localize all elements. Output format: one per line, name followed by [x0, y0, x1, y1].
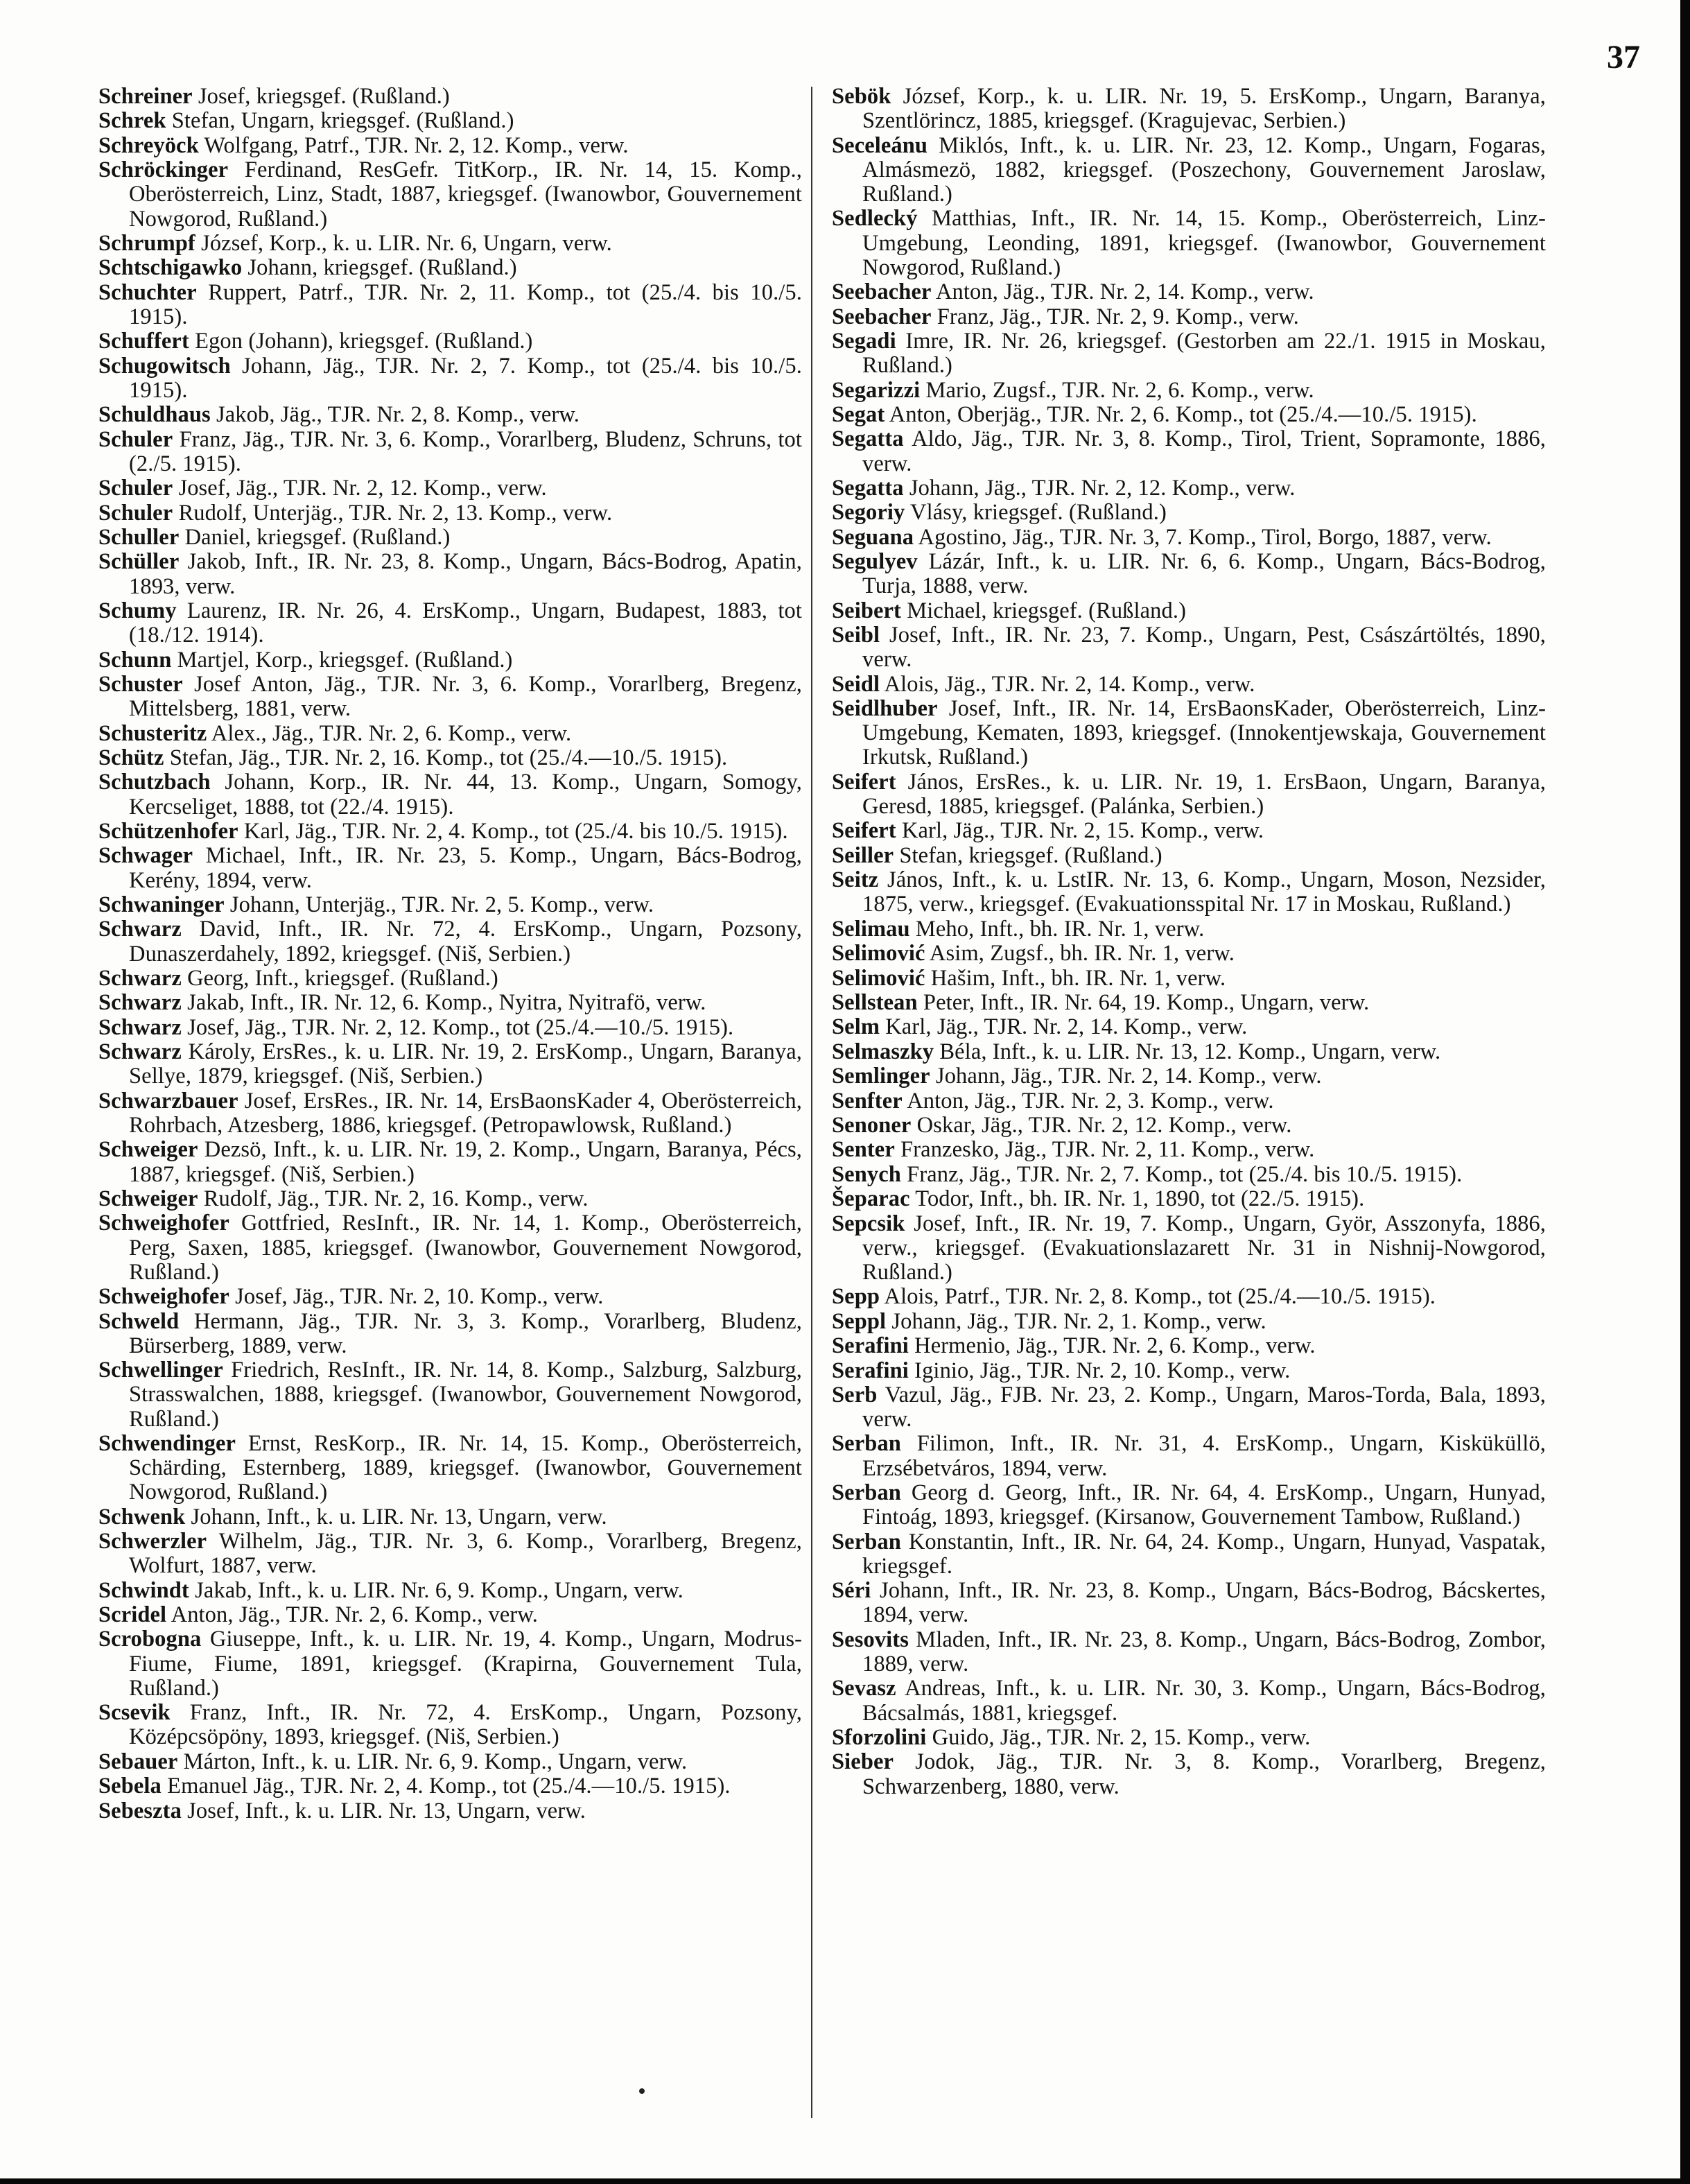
entry-details: Márton, Inft., k. u. LIR. Nr. 6, 9. Komp., Ungarn, verw.	[177, 1749, 688, 1774]
entry-surname: Seitz	[832, 867, 879, 893]
entry-surname: Sebauer	[98, 1749, 178, 1774]
list-entry	[98, 1211, 802, 1285]
entry-details: Lázár, Inft., k. u. LIR. Nr. 6, 6. Komp., Ungarn, Bács-Bodrog, Turja, 1888, verw.	[862, 549, 1546, 599]
entry-details: Vlásy, kriegsgef. (Rußland.)	[905, 500, 1167, 526]
entry-surname: Schrek	[98, 108, 166, 134]
entry-details: Asim, Zugsf., bh. IR. Nr. 1, verw.	[925, 941, 1235, 967]
entry-details: Andreas, Inft., k. u. LIR. Nr. 30, 3. Komp., Ungarn, Bács-Bodrog, Bácsalmás, 1881, kriegsgef.	[862, 1676, 1546, 1726]
list-entry	[832, 1334, 1546, 1358]
entry-details: Anton, Jäg., TJR. Nr. 2, 6. Komp., verw.	[166, 1602, 539, 1628]
list-entry	[98, 917, 802, 966]
list-entry	[832, 1530, 1546, 1579]
list-entry	[832, 1285, 1546, 1309]
entry-surname: Seifert	[832, 769, 896, 795]
list-entry	[98, 329, 802, 354]
entry-details: Karl, Jäg., TJR. Nr. 2, 4. Komp., tot (25./4. bis 10./5. 1915).	[238, 819, 788, 844]
entry-details: Johann, Unterjäg., TJR. Nr. 2, 5. Komp., verw.	[224, 892, 654, 918]
list-entry	[98, 1627, 802, 1701]
entry-surname: Schrumpf	[98, 230, 195, 256]
list-entry	[832, 673, 1546, 697]
entry-details: Josef Anton, Jäg., TJR. Nr. 3, 6. Komp., Vorarlberg, Bregenz, Mittelsberg, 1881, verw.	[129, 672, 802, 722]
entry-details: Vazul, Jäg., FJB. Nr. 23, 2. Komp., Ungarn, Maros-Torda, Bala, 1893, verw.	[862, 1382, 1546, 1432]
list-entry	[98, 550, 802, 598]
list-entry	[98, 85, 802, 109]
entry-details: Mario, Zugsf., TJR. Nr. 2, 6. Komp., verw.	[920, 377, 1314, 403]
entry-surname: Sebök	[832, 84, 891, 109]
entry-surname: Schwerzler	[98, 1529, 207, 1554]
entry-details: Aldo, Jäg., TJR. Nr. 3, 8. Komp., Tirol, Trient, Sopramonte, 1886, verw.	[862, 426, 1546, 476]
list-entry	[98, 158, 802, 232]
list-entry	[98, 1701, 802, 1749]
entry-surname: Scrobogna	[98, 1627, 202, 1652]
entry-details: Johann, Jäg., TJR. Nr. 2, 12. Komp., verw.	[903, 475, 1296, 501]
entry-details: Ruppert, Patrf., TJR. Nr. 2, 11. Komp., tot (25./4. bis 10./5. 1915).	[129, 279, 802, 329]
entry-details: Josef, Jäg., TJR. Nr. 2, 10. Komp., verw.	[229, 1284, 604, 1310]
list-entry	[98, 526, 802, 550]
entry-surname: Seidlhuber	[832, 696, 938, 722]
list-entry	[98, 428, 802, 476]
entry-details: Stefan, kriegsgef. (Rußland.)	[894, 842, 1162, 868]
entry-details: Oskar, Jäg., TJR. Nr. 2, 12. Komp., verw.	[911, 1112, 1292, 1138]
entry-details: Alois, Patrf., TJR. Nr. 2, 8. Komp., tot (25./4.—10./5. 1915).	[880, 1284, 1436, 1310]
entry-surname: Seiller	[832, 842, 894, 868]
list-entry	[98, 770, 802, 819]
entry-surname: Sebeszta	[98, 1798, 182, 1823]
list-entry	[98, 109, 802, 133]
entry-surname: Serb	[832, 1382, 878, 1407]
entry-surname: Schutzbach	[98, 770, 211, 795]
entry-surname: Schreiner	[98, 84, 193, 109]
entry-surname: Schwellinger	[98, 1358, 223, 1383]
entry-surname: Schwarz	[98, 917, 182, 942]
entry-details: Gottfried, ResInft., IR. Nr. 14, 1. Komp., Oberösterreich, Perg, Saxen, 1885, kriegsgef. (Iwanowbor, Gouvernement Nowgorod, Rußland.)	[129, 1211, 802, 1285]
list-entry	[98, 1529, 802, 1578]
list-entry	[832, 1628, 1546, 1676]
entry-surname: Schuster	[98, 672, 183, 697]
list-entry	[832, 1579, 1546, 1627]
entry-surname: Selmaszky	[832, 1039, 934, 1064]
entry-surname: Schützenhofer	[98, 819, 238, 844]
list-entry	[98, 844, 802, 892]
entry-details: Josef, Inft., IR. Nr. 23, 7. Komp., Ungarn, Pest, Császártöltés, 1890, verw.	[862, 623, 1546, 673]
list-entry	[832, 1089, 1546, 1113]
list-entry	[98, 1774, 802, 1799]
list-entry	[832, 1187, 1546, 1211]
entry-details: Wolfgang, Patrf., TJR. Nr. 2, 12. Komp., verw.	[198, 132, 629, 158]
list-entry	[832, 329, 1546, 378]
entry-surname: Seebacher	[832, 279, 932, 305]
list-entry	[832, 1163, 1546, 1187]
entry-details: János, ErsRes., k. u. LIR. Nr. 19, 1. ErsBaon, Ungarn, Baranya, Geresd, 1885, kriegsgef. (Palánka, Serbien.)	[862, 769, 1546, 820]
entry-details: Konstantin, Inft., IR. Nr. 64, 24. Komp., Ungarn, Hunyad, Vaspatak, kriegsgef.	[862, 1529, 1546, 1579]
entry-details: Károly, ErsRes., k. u. LIR. Nr. 19, 2. ErsKomp., Ungarn, Baranya, Sellye, 1879, kriegsgef. (Niš, Serbien.)	[129, 1039, 802, 1089]
entry-surname: Schwarz	[98, 1039, 182, 1065]
entry-details: Hermenio, Jäg., TJR. Nr. 2, 6. Komp., verw.	[908, 1333, 1316, 1359]
entry-details: János, Inft., k. u. LstIR. Nr. 13, 6. Komp., Ungarn, Moson, Nezsider, 1875, verw., kriegsgef. (Evakuationsspital Nr. 17 in Moskau, Rußland.)	[862, 867, 1546, 917]
entry-surname: Scsevik	[98, 1700, 171, 1726]
entry-details: Franz, Jäg., TJR. Nr. 2, 9. Komp., verw.	[931, 304, 1299, 329]
entry-details: Giuseppe, Inft., k. u. LIR. Nr. 19, 4. Komp., Ungarn, Modrus-Fiume, Fiume, 1891, kriegsgef. (Krapirna, Gouvernement Tula, Rußland.)	[129, 1627, 802, 1701]
entry-details: Wilhelm, Jäg., TJR. Nr. 3, 6. Komp., Vorarlberg, Bregenz, Wolfurt, 1887, verw.	[129, 1529, 802, 1579]
list-entry	[98, 1579, 802, 1603]
entry-details: Karl, Jäg., TJR. Nr. 2, 14. Komp., verw.	[880, 1014, 1248, 1040]
entry-details: Martjel, Korp., kriegsgef. (Rußland.)	[171, 647, 513, 673]
entry-surname: Šeparac	[832, 1186, 910, 1212]
list-entry	[832, 1040, 1546, 1064]
entry-details: Peter, Inft., IR. Nr. 64, 19. Komp., Ungarn, verw.	[917, 990, 1370, 1016]
entry-surname: Sebela	[98, 1774, 162, 1799]
entry-details: Johann, Jäg., TJR. Nr. 2, 14. Komp., verw.	[930, 1064, 1322, 1089]
entry-details: Friedrich, ResInft., IR. Nr. 14, 8. Komp., Salzburg, Salzburg, Strasswalchen, 1888, kriegsgef. (Iwanowbor, Gouvernement Nowgorod, Rußland.)	[129, 1358, 802, 1432]
entry-details: Josef, Jäg., TJR. Nr. 2, 12. Komp., tot (25./4.—10./5. 1915).	[181, 1014, 734, 1040]
entry-details: Michael, Inft., IR. Nr. 23, 5. Komp., Ungarn, Bács-Bodrog, Kerény, 1894, verw.	[129, 843, 802, 893]
list-entry	[832, 1676, 1546, 1725]
entry-details: József, Korp., k. u. LIR. Nr. 6, Ungarn, verw.	[195, 230, 612, 256]
left-column	[98, 85, 802, 1823]
entry-details: Stefan, Jäg., TJR. Nr. 2, 16. Komp., tot (25./4.—10./5. 1915).	[164, 745, 728, 771]
list-entry	[832, 134, 1546, 207]
list-entry	[832, 501, 1546, 525]
entry-details: Hermann, Jäg., TJR. Nr. 3, 3. Komp., Vorarlberg, Bludenz, Bürserberg, 1889, verw.	[129, 1308, 802, 1358]
entry-details: Matthias, Inft., IR. Nr. 14, 15. Komp., Oberösterreich, Linz-Umgebung, Leonding, 1891, kriegsgef. (Iwanowbor, Gouvernement Nowgorod, Rußland.)	[862, 206, 1546, 280]
entry-surname: Selimau	[832, 916, 910, 942]
entry-surname: Schuffert	[98, 329, 189, 354]
list-entry	[98, 256, 802, 280]
right-column	[832, 85, 1546, 1799]
entry-surname: Schweighofer	[98, 1284, 229, 1310]
entry-details: Dezsö, Inft., k. u. LIR. Nr. 19, 2. Komp., Ungarn, Baranya, Pécs, 1887, kriegsgef. (Niš, Serbien.)	[129, 1137, 802, 1187]
list-entry	[832, 550, 1546, 598]
entry-surname: Seppl	[832, 1308, 887, 1334]
entry-details: Mladen, Inft., IR. Nr. 23, 8. Komp., Ungarn, Bács-Bodrog, Zombor, 1889, verw.	[862, 1627, 1546, 1677]
entry-surname: Schuchter	[98, 279, 197, 305]
entry-surname: Schunn	[98, 647, 172, 673]
entry-surname: Serban	[832, 1431, 901, 1457]
list-entry	[832, 1359, 1546, 1383]
list-entry	[98, 403, 802, 427]
list-entry	[832, 770, 1546, 819]
entry-surname: Segadi	[832, 328, 896, 354]
entry-details: Stefan, Ungarn, kriegsgef. (Rußland.)	[166, 108, 514, 134]
entry-surname: Senoner	[832, 1112, 912, 1138]
entry-details: Alex., Jäg., TJR. Nr. 2, 6. Komp., verw.	[207, 720, 572, 746]
list-entry	[832, 1138, 1546, 1162]
entry-details: Johann, Inft., k. u. LIR. Nr. 13, Ungarn, verw.	[185, 1504, 607, 1529]
entry-surname: Schuller	[98, 525, 180, 551]
list-entry	[98, 1138, 802, 1186]
entry-surname: Selimović	[832, 965, 925, 991]
entry-details: Jakob, Jäg., TJR. Nr. 2, 8. Komp., verw.	[210, 402, 580, 428]
entry-surname: Schwarz	[98, 966, 182, 991]
list-entry	[832, 967, 1546, 991]
entry-surname: Serban	[832, 1529, 901, 1554]
entry-details: Karl, Jäg., TJR. Nr. 2, 15. Komp., verw.	[896, 818, 1264, 844]
entry-details: Béla, Inft., k. u. LIR. Nr. 13, 12. Komp., Ungarn, verw.	[934, 1039, 1441, 1064]
entry-details: Miklós, Inft., k. u. LIR. Nr. 23, 12. Komp., Ungarn, Fogaras, Almásmezö, 1882, kriegsgef. (Poszechony, Gouvernement Jaroslaw, Rußland.)	[862, 132, 1546, 207]
entry-surname: Schüller	[98, 549, 180, 575]
entry-surname: Sepp	[832, 1284, 880, 1310]
entry-details: Egon (Johann), kriegsgef. (Rußland.)	[189, 329, 533, 354]
entry-details: Georg, Inft., kriegsgef. (Rußland.)	[181, 966, 498, 991]
entry-details: Emanuel Jäg., TJR. Nr. 2, 4. Komp., tot (25./4.—10./5. 1915).	[161, 1774, 731, 1799]
entry-surname: Seifert	[832, 818, 896, 844]
entry-surname: Seceleánu	[832, 132, 928, 158]
list-entry	[98, 648, 802, 673]
entry-surname: Schuler	[98, 500, 173, 526]
entry-details: Imre, IR. Nr. 26, kriegsgef. (Gestorben am 22./1. 1915 in Moskau, Rußland.)	[862, 328, 1546, 379]
entry-details: Anton, Oberjäg., TJR. Nr. 2, 6. Komp., tot (25./4.—10./5. 1915).	[885, 401, 1477, 427]
entry-details: Rudolf, Jäg., TJR. Nr. 2, 16. Komp., verw.	[198, 1186, 589, 1211]
entry-details: Iginio, Jäg., TJR. Nr. 2, 10. Komp., verw.	[908, 1358, 1291, 1383]
entry-surname: Selimović	[832, 941, 925, 967]
entry-details: Filimon, Inft., IR. Nr. 31, 4. ErsKomp., Ungarn, Kisküküllö, Erzsébetváros, 1894, verw.	[862, 1431, 1546, 1481]
list-entry	[98, 1603, 802, 1627]
list-entry	[832, 1726, 1546, 1750]
entry-surname: Serafini	[832, 1333, 909, 1359]
list-entry	[98, 1040, 802, 1089]
list-entry	[832, 427, 1546, 476]
entry-details: Josef, Inft., IR. Nr. 19, 7. Komp., Ungarn, Györ, Asszonyfa, 1886, verw., kriegsgef. (Evakuationslazarett Nr. 31 in Nishnij-Nowgorod, Rußland.)	[862, 1211, 1546, 1285]
list-entry	[98, 673, 802, 721]
entry-details: Rudolf, Unterjäg., TJR. Nr. 2, 13. Komp., verw.	[173, 500, 613, 526]
entry-surname: Schuldhaus	[98, 402, 211, 428]
entry-surname: Sforzolini	[832, 1725, 927, 1751]
entry-details: Josef, kriegsgef. (Rußland.)	[192, 84, 450, 109]
list-entry	[832, 305, 1546, 329]
list-entry	[98, 1505, 802, 1529]
entry-details: Jodok, Jäg., TJR. Nr. 3, 8. Komp., Vorarlberg, Bregenz, Schwarzenberg, 1880, verw.	[862, 1749, 1546, 1799]
entry-surname: Segoriy	[832, 500, 905, 526]
list-entry	[832, 476, 1546, 501]
list-entry	[98, 476, 802, 501]
list-entry	[832, 280, 1546, 304]
entry-surname: Seguana	[832, 524, 914, 550]
entry-details: Meho, Inft., bh. IR. Nr. 1, verw.	[909, 916, 1205, 942]
entry-surname: Segatta	[832, 426, 904, 452]
entry-surname: Serban	[832, 1480, 901, 1506]
entry-surname: Schusteritz	[98, 720, 207, 746]
list-entry	[98, 1187, 802, 1211]
entry-details: Todor, Inft., bh. IR. Nr. 1, 1890, tot (22./5. 1915).	[909, 1186, 1365, 1212]
entry-details: Johann, Jäg., TJR. Nr. 2, 1. Komp., verw.	[886, 1308, 1266, 1334]
list-entry	[832, 1212, 1546, 1285]
entry-surname: Schuler	[98, 426, 173, 452]
entry-details: Daniel, kriegsgef. (Rußland.)	[179, 525, 451, 551]
entry-surname: Sepcsik	[832, 1211, 905, 1236]
entry-details: Josef, Jäg., TJR. Nr. 2, 12. Komp., verw.	[173, 476, 547, 501]
entry-surname: Schugowitsch	[98, 353, 231, 379]
entry-details: Laurenz, IR. Nr. 26, 4. ErsKomp., Ungarn, Budapest, 1883, tot (18./12. 1914).	[129, 598, 802, 648]
entry-surname: Schweiger	[98, 1186, 198, 1211]
entry-details: Guido, Jäg., TJR. Nr. 2, 15. Komp., verw.	[926, 1725, 1311, 1751]
list-entry	[832, 868, 1546, 917]
entry-details: Johann, Korp., IR. Nr. 44, 13. Komp., Ungarn, Somogy, Kercseliget, 1888, tot (22./4. 1915).	[129, 770, 802, 820]
list-entry	[98, 134, 802, 158]
entry-surname: Schuler	[98, 476, 173, 501]
entry-details: Anton, Jäg., TJR. Nr. 2, 14. Komp., verw.	[931, 279, 1314, 305]
list-entry	[832, 403, 1546, 427]
list-entry	[98, 1310, 802, 1358]
entry-surname: Schweiger	[98, 1137, 198, 1163]
entry-details: Franz, Jäg., TJR. Nr. 2, 7. Komp., tot (25./4. bis 10./5. 1915).	[900, 1161, 1463, 1187]
page-number: 37	[1607, 39, 1640, 76]
list-entry	[832, 1064, 1546, 1089]
list-entry	[98, 967, 802, 991]
list-entry	[98, 232, 802, 256]
entry-surname: Seibl	[832, 623, 880, 648]
list-entry	[832, 697, 1546, 770]
list-entry	[98, 281, 802, 329]
entry-details: Franz, Inft., IR. Nr. 72, 4. ErsKomp., Ungarn, Pozsony, Középcsöpöny, 1893, kriegsgef. (Niš, Serbien.)	[129, 1700, 802, 1750]
entry-surname: Semlinger	[832, 1064, 930, 1089]
entry-surname: Schweighofer	[98, 1211, 229, 1236]
column-divider	[811, 87, 812, 2118]
entry-surname: Seidl	[832, 671, 880, 697]
entry-surname: Schütz	[98, 745, 164, 771]
entry-surname: Sellstean	[832, 990, 918, 1016]
entry-details: Franz, Jäg., TJR. Nr. 3, 6. Komp., Vorarlberg, Bludenz, Schruns, tot (2./5. 1915).	[129, 426, 802, 476]
list-entry	[98, 354, 802, 403]
list-entry	[832, 207, 1546, 280]
list-entry	[98, 501, 802, 526]
list-entry	[832, 819, 1546, 843]
entry-surname: Sesovits	[832, 1627, 909, 1652]
list-entry	[832, 942, 1546, 966]
entry-details: Johann, Jäg., TJR. Nr. 2, 7. Komp., tot (25./4. bis 10./5. 1915).	[129, 353, 802, 403]
entry-details: Johann, Inft., IR. Nr. 23, 8. Komp., Ungarn, Bács-Bodrog, Bácskertes, 1894, verw.	[862, 1578, 1546, 1628]
entry-surname: Seibert	[832, 598, 901, 623]
printer-mark	[639, 2088, 645, 2094]
list-entry	[98, 722, 802, 746]
entry-details: Josef, Inft., k. u. LIR. Nr. 13, Ungarn, verw.	[181, 1798, 586, 1823]
entry-details: Ernst, ResKorp., IR. Nr. 14, 15. Komp., Oberösterreich, Schärding, Esternberg, 1889, kriegsgef. (Iwanowbor, Gouvernement Nowgorod, Rußland.)	[129, 1430, 802, 1505]
list-entry	[832, 526, 1546, 550]
entry-surname: Schwendinger	[98, 1430, 236, 1456]
entry-details: Alois, Jäg., TJR. Nr. 2, 14. Komp., verw.	[880, 671, 1255, 697]
entry-surname: Serafini	[832, 1358, 909, 1383]
entry-details: Jakab, Inft., k. u. LIR. Nr. 6, 9. Komp., Ungarn, verw.	[189, 1577, 683, 1603]
entry-surname: Scridel	[98, 1602, 167, 1628]
entry-details: Hašim, Inft., bh. IR. Nr. 1, verw.	[925, 965, 1226, 991]
entry-details: Franzesko, Jäg., TJR. Nr. 2, 11. Komp., verw.	[894, 1137, 1315, 1163]
entry-details: Jakab, Inft., IR. Nr. 12, 6. Komp., Nyitra, Nyitrafö, verw.	[181, 990, 706, 1016]
entry-surname: Schwager	[98, 843, 193, 869]
entry-surname: Schumy	[98, 598, 177, 624]
entry-details: Michael, kriegsgef. (Rußland.)	[900, 598, 1187, 623]
entry-details: Agostino, Jäg., TJR. Nr. 3, 7. Komp., Tirol, Borgo, 1887, verw.	[914, 524, 1492, 550]
entry-surname: Schwaninger	[98, 892, 225, 918]
entry-surname: Schwarzbauer	[98, 1088, 238, 1113]
entry-surname: Seebacher	[832, 304, 932, 329]
list-entry	[98, 1358, 802, 1432]
list-entry	[98, 1285, 802, 1309]
entry-surname: Segat	[832, 401, 885, 427]
list-entry	[832, 85, 1546, 133]
entry-surname: Senfter	[832, 1088, 903, 1113]
entry-details: Josef, Inft., IR. Nr. 14, ErsBaonsKader, Oberösterreich, Linz-Umgebung, Kematen, 1893, kriegsgef. (Innokentjewskaja, Gouvernement Irkutsk, Rußland.)	[862, 696, 1546, 770]
entry-surname: Schröckinger	[98, 157, 229, 183]
entry-surname: Schtschigawko	[98, 255, 243, 281]
entry-surname: Segulyev	[832, 549, 918, 575]
entry-details: Anton, Jäg., TJR. Nr. 2, 3. Komp., verw.	[902, 1088, 1274, 1113]
entry-surname: Schwindt	[98, 1577, 189, 1603]
entry-details: Jakob, Inft., IR. Nr. 23, 8. Komp., Ungarn, Bács-Bodrog, Apatin, 1893, verw.	[129, 549, 802, 599]
entry-surname: Sevasz	[832, 1676, 896, 1701]
entry-details: Johann, kriegsgef. (Rußland.)	[242, 255, 517, 281]
list-entry	[832, 1310, 1546, 1334]
entry-details: David, Inft., IR. Nr. 72, 4. ErsKomp., Ungarn, Pozsony, Dunaszerdahely, 1892, kriegsgef. (Niš, Serbien.)	[129, 917, 802, 967]
list-entry	[832, 379, 1546, 403]
list-entry	[98, 599, 802, 648]
list-entry	[98, 1750, 802, 1774]
list-entry	[832, 1481, 1546, 1529]
list-entry	[832, 1015, 1546, 1039]
list-entry	[98, 991, 802, 1015]
list-entry	[98, 1799, 802, 1823]
entry-details: József, Korp., k. u. LIR. Nr. 19, 5. ErsKomp., Ungarn, Baranya, Szentlörincz, 1885, kriegsgef. (Kragujevac, Serbien.)	[862, 84, 1546, 134]
list-entry	[832, 991, 1546, 1015]
entry-surname: Schwarz	[98, 1014, 182, 1040]
list-entry	[832, 1750, 1546, 1799]
list-entry	[98, 1432, 802, 1505]
list-entry	[98, 893, 802, 917]
entry-details: Josef, ErsRes., IR. Nr. 14, ErsBaonsKader 4, Oberösterreich, Rohrbach, Atzesberg, 1886, kriegsgef. (Petropawlowsk, Rußland.)	[129, 1088, 802, 1138]
entry-details: Ferdinand, ResGefr. TitKorp., IR. Nr. 14, 15. Komp., Oberösterreich, Linz, Stadt, 1887, kriegsgef. (Iwanowbor, Gouvernement Nowgorod, Rußland.)	[129, 157, 802, 232]
list-entry	[98, 820, 802, 844]
entry-surname: Segatta	[832, 475, 904, 501]
list-entry	[832, 917, 1546, 942]
entry-surname: Sieber	[832, 1749, 894, 1775]
list-entry	[98, 1016, 802, 1040]
entry-surname: Selm	[832, 1014, 880, 1040]
list-entry	[832, 1432, 1546, 1480]
list-entry	[98, 746, 802, 770]
entry-details: Georg d. Georg, Inft., IR. Nr. 64, 4. ErsKomp., Ungarn, Hunyad, Fintoág, 1893, kriegsgef. (Kirsanow, Gouvernement Tambow, Rußland.)	[862, 1480, 1546, 1530]
list-entry	[98, 1089, 802, 1138]
list-entry	[832, 623, 1546, 672]
list-entry	[832, 1113, 1546, 1138]
list-entry	[832, 599, 1546, 623]
entry-surname: Schweld	[98, 1308, 180, 1334]
entry-surname: Senter	[832, 1137, 895, 1163]
entry-surname: Schwenk	[98, 1504, 186, 1529]
list-entry	[832, 1383, 1546, 1432]
entry-surname: Séri	[832, 1578, 871, 1604]
entry-surname: Sedlecký	[832, 206, 918, 232]
entry-surname: Schwarz	[98, 990, 182, 1016]
entry-surname: Schreyöck	[98, 132, 199, 158]
list-entry	[832, 844, 1546, 868]
entry-surname: Segarizzi	[832, 377, 921, 403]
entry-surname: Senych	[832, 1161, 901, 1187]
